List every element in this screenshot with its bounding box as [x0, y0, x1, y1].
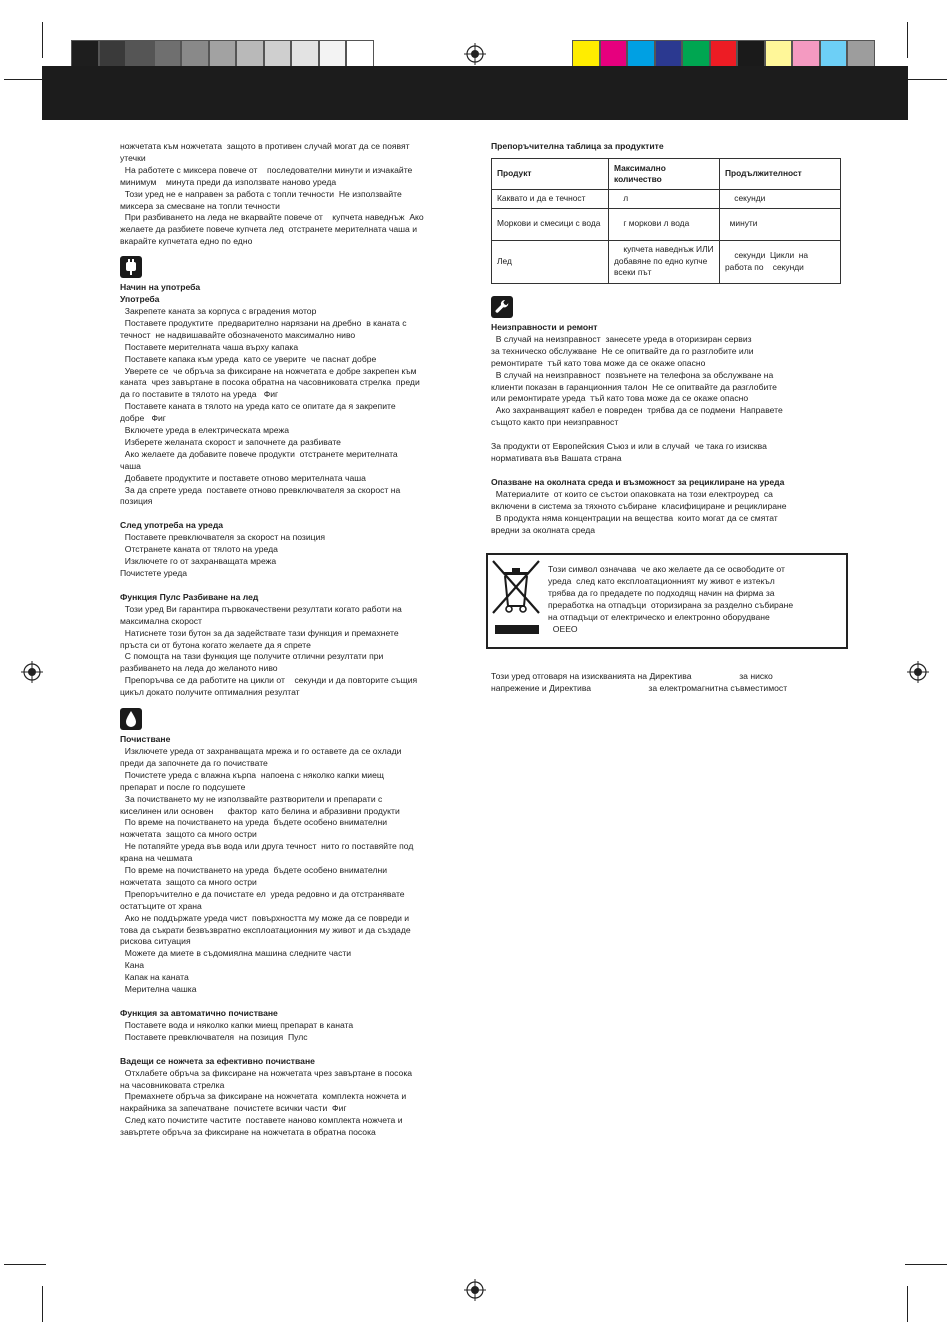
pulse-text — [120, 604, 475, 699]
text-line: По време на почистването на уреда бъдете особено внимателни — [120, 817, 388, 828]
text-line: В продукта няма концентрации на вещества които могат да се смятат — [491, 512, 778, 523]
text-line: Препоръчва се да работите на цикли от секунди и да повторите същия — [120, 675, 418, 686]
text-line: ОЕЕО — [548, 623, 578, 634]
registration-mark-icon — [464, 1279, 486, 1301]
text-line: Материалите от които се състои опаковката на този електроуред са — [491, 488, 773, 499]
text-line: уреда след като експлоатационният му живот е изтекъл — [548, 575, 775, 586]
table-row — [492, 208, 841, 240]
text-line: Кана — [120, 960, 145, 971]
registration-mark-icon — [21, 661, 43, 683]
text-line: преработка на отпадъци оторизирана за разделно събиране — [548, 599, 794, 610]
text-line: трябва да го предадете по подходящ начин на фирма за — [548, 587, 775, 598]
cleaning-text — [120, 746, 475, 996]
usage-text — [120, 306, 475, 508]
color-swatch — [71, 40, 99, 67]
text-line: Този символ означава че ако желаете да се освободите от — [548, 564, 785, 574]
header-band — [42, 66, 908, 120]
text-line: Поставете превключвателя за скорост на позиция — [120, 532, 326, 543]
table-cell: купчета наведнъж ИЛИ добавяне по едно купче всеки път — [609, 240, 720, 283]
after-use-text — [120, 532, 475, 580]
section-heading-usage: Начин на употреба — [120, 282, 201, 293]
text-line: Добавете продуктите и поставете отново мерителната чаша — [120, 472, 366, 483]
crop-mark — [905, 1264, 947, 1265]
crop-mark — [4, 79, 46, 80]
text-line: остатъците от храна — [120, 900, 202, 911]
table-cell: секунди — [720, 190, 841, 209]
products-table — [491, 158, 841, 284]
table-header-cell: Продукт — [492, 159, 609, 190]
text-line: При разбиването на леда не вкарвайте повече от купчета наведнъж Ако — [120, 212, 424, 223]
text-line: ремонтирате тъй като това може да се окаже опасно — [491, 357, 706, 368]
section-heading-environment: Опазване на околната среда и възможност за рециклиране на уреда — [491, 476, 785, 487]
section-heading-blades: Вадещи се ножчета за ефективно почистване — [120, 1055, 315, 1066]
color-swatch — [847, 40, 875, 67]
text-line: По време на почистването на уреда бъдете особено внимателни — [120, 865, 388, 876]
text-line: За почистването му не използвайте разтворители и препарати с — [120, 793, 383, 804]
text-line: Ако захранващият кабел е повреден трябва да се подмени Направете — [491, 405, 783, 416]
color-swatch — [737, 40, 765, 67]
text-line: Капак на каната — [120, 972, 189, 983]
text-line: Поставете превключвателя на позиция Пулс — [120, 1031, 308, 1042]
text-line: завъртете обръча за фиксиране на ножчетата в обратна посока — [120, 1127, 376, 1138]
text-line: на часовниковата стрелка — [120, 1079, 225, 1090]
crop-mark — [907, 1286, 908, 1322]
color-swatch — [209, 40, 237, 67]
text-line: същото както при неизправност — [491, 417, 619, 428]
registration-mark-icon — [464, 43, 486, 65]
text-line: цикъл докато получите оптималния резултат — [120, 687, 300, 698]
text-line: преди да започнете да го почиствате — [120, 757, 268, 768]
text-line: Поставете каната в тялото на уреда като се опитате да я закрепите — [120, 401, 396, 412]
section-heading-repair: Неизправности и ремонт — [491, 322, 598, 332]
wrench-icon — [491, 296, 513, 318]
text-line: Ако не поддържате уреда чист повърхността му може да се повреди и — [120, 912, 410, 923]
color-swatch — [710, 40, 738, 67]
table-title: Препоръчителна таблица за продуктите — [491, 141, 664, 151]
text-line: С помощта на тази функция ще получите отлични резултати при — [120, 651, 384, 662]
text-line: Включете уреда в електрическата мрежа — [120, 425, 289, 436]
text-line: желаете да разбиете повече купчета лед отстранете мерителната чаша и — [120, 224, 418, 235]
table-cell: л — [609, 190, 720, 209]
text-line: Почистете уреда с влажна кърпа напоена с няколко капки миещ — [120, 769, 384, 780]
color-swatch — [126, 40, 154, 67]
section-heading-pulse: Функция Пулс Разбиване на лед — [120, 591, 259, 602]
table-cell: г моркови л вода — [609, 208, 720, 240]
text-line: киселинен или основен фактор като белина и абразивни продукти — [120, 805, 400, 816]
text-line: Поставете вода и няколко капки миещ препарат в каната — [120, 1019, 354, 1030]
text-line: Изключете го от захранващата мрежа — [120, 556, 277, 567]
section-heading-after-use: След употреба на уреда — [120, 520, 224, 531]
color-swatch — [99, 40, 127, 67]
crop-mark — [4, 1264, 46, 1265]
text-line: Не потапяйте уреда във вода или друга течност нито го поставяйте под — [120, 841, 414, 852]
color-swatch — [765, 40, 793, 67]
text-line: каната чрез завъртане в посока обратна на часовниковата стрелка преди — [120, 377, 420, 388]
text-line: Мерителна чашка — [120, 984, 197, 995]
text-line: За да спрете уреда поставете отново превключвателя за скорост на — [120, 484, 401, 495]
section-heading-autoclean: Функция за автоматично почистване — [120, 1008, 278, 1018]
color-swatch — [572, 40, 600, 67]
table-cell: секунди Цикли на работа по секунди — [720, 240, 841, 283]
text-line: минимум минута преди да използвате наново уреда — [120, 176, 337, 187]
table-row — [492, 190, 841, 209]
text-line: Отстранете каната от тялото на уреда — [120, 544, 278, 555]
text-line: рискова ситуация — [120, 936, 191, 947]
text-line: За продукти от Европейския Съюз и или в случай че така го изисква — [491, 441, 767, 452]
text-line: Изберете желаната скорост и започнете да разбивате — [120, 436, 341, 447]
color-swatch — [319, 40, 347, 67]
text-line: крана на чешмата — [120, 853, 193, 864]
color-swatch — [346, 40, 374, 67]
table-cell: Каквато и да е течност — [492, 190, 609, 209]
crossed-bin-icon — [490, 558, 544, 638]
color-swatch — [154, 40, 182, 67]
color-swatch — [655, 40, 683, 67]
repair-text — [491, 334, 843, 429]
color-swatch — [236, 40, 264, 67]
table-header-cell: Продължителност — [720, 159, 841, 190]
text-line: ножчетата към ножчетата защото в противен случай могат да се появят — [120, 141, 410, 151]
text-line: Поставете мерителната чаша върху капака — [120, 341, 299, 352]
text-line: Препоръчително е да почистате ел уреда редовно и да отстранявате — [120, 888, 405, 899]
weee-notice-text — [548, 564, 840, 635]
color-swatch — [600, 40, 628, 67]
left-column — [120, 141, 475, 1139]
text-line: Този уред отговаря на изискванията на Директива за ниско — [491, 671, 773, 681]
text-line: Този уред не е направен за работа с топли течности Не използвайте — [120, 188, 402, 199]
autoclean-text — [120, 1020, 475, 1044]
text-line: максимална скорост — [120, 615, 202, 626]
blades-text — [120, 1068, 475, 1139]
water-drop-icon — [120, 708, 142, 730]
text-line: Премахнете обръча за фиксиране на ножчетата комплекта ножчета и — [120, 1091, 407, 1102]
text-line: ножчетата защото са много остри — [120, 829, 257, 840]
registration-mark-icon — [907, 661, 929, 683]
text-line: напрежение и Директива за електромагнитна съвместимост — [491, 682, 788, 693]
text-line: чаша — [120, 460, 141, 471]
table-cell: Моркови и смесици с вода — [492, 208, 609, 240]
eu-note-text — [491, 441, 843, 465]
crop-mark — [905, 79, 947, 80]
text-line: Ако желаете да добавите повече продукти отстранете мерителната — [120, 448, 398, 459]
text-line: или ремонтирате уреда тъй като това може да се окаже опасно — [491, 393, 749, 404]
text-line: вредни за околната среда — [491, 524, 596, 535]
text-line: В случай на неизправност позвънете на телефона за обслужване на — [491, 369, 774, 380]
text-line: Можете да миете в съдомиялна машина следните части — [120, 948, 352, 959]
text-line: Закрепете каната за корпуса с вградения мотор — [120, 305, 317, 316]
text-line: включени в система за тяхното събиране класифициране и рециклиране — [491, 500, 787, 511]
intro-text — [120, 141, 475, 248]
text-line: на отпадъци от електрическо и електронно оборудване — [548, 611, 770, 622]
text-line: Уверете се че обръча за фиксиране на ножчетата е добре закрепен към — [120, 365, 417, 376]
table-cell: минути — [720, 208, 841, 240]
color-swatch — [181, 40, 209, 67]
text-line: миксера за смесване на топли течности — [120, 200, 280, 211]
color-swatch — [682, 40, 710, 67]
environment-text — [491, 489, 843, 537]
crop-mark — [907, 22, 908, 58]
text-line: утечки — [120, 152, 146, 163]
text-line: В случай на неизправност занесете уреда в оторизиран сервиз — [491, 333, 752, 344]
text-line: На работете с миксера повече от последователни минути и изчакайте — [120, 164, 413, 175]
text-line: Поставете капака към уреда като се уверите че паснат добре — [120, 353, 377, 364]
text-line: разбиването на леда до желаното ниво — [120, 663, 278, 674]
color-swatch — [264, 40, 292, 67]
text-line: препарат и после го подсушете — [120, 781, 246, 792]
text-line: нормативата във Вашата страна — [491, 453, 622, 464]
text-line: накрайника за запечатване почистете всички части Фиг — [120, 1103, 347, 1114]
text-line: Този уред Ви гарантира първокачествени резултати когато работи на — [120, 603, 402, 614]
text-line: клиенти показан в гаранционния талон Не се опитвайте да разглобите — [491, 381, 777, 392]
table-header-cell: Максимално количество — [609, 159, 720, 190]
text-line: Изключете уреда от захранващата мрежа и го оставете да се охлади — [120, 745, 402, 756]
color-swatch — [291, 40, 319, 67]
color-swatch — [627, 40, 655, 67]
text-line: След като почистите частите поставете наново комплекта ножчета и — [120, 1115, 403, 1126]
crop-mark — [42, 1286, 43, 1322]
text-line: добре Фиг — [120, 413, 166, 424]
table-header-row — [492, 159, 841, 190]
text-line: да го поставите в тялото на уреда Фиг — [120, 389, 279, 400]
color-swatch — [820, 40, 848, 67]
text-line: Натиснете този бутон за да задействате тази функция и премахнете — [120, 627, 399, 638]
section-subheading-usage: Употреба — [120, 294, 160, 305]
section-heading-cleaning: Почистване — [120, 734, 171, 745]
table-cell: Лед — [492, 240, 609, 283]
table-row — [492, 240, 841, 283]
crop-mark — [42, 22, 43, 58]
text-line: вкарайте купчетата едно по едно — [120, 236, 253, 247]
text-line: Почистете уреда — [120, 568, 188, 578]
text-line: пръста си от бутона когато желаете да я спрете — [120, 639, 311, 650]
text-line: позиция — [120, 496, 153, 507]
text-line: за техническо обслужване Не се опитвайте да го разглобите или — [491, 345, 754, 356]
color-swatch — [792, 40, 820, 67]
plug-icon — [120, 256, 142, 278]
text-line: това да съкрати безвъзвратно експлоатационния му живот и да създаде — [120, 924, 411, 935]
text-line: Отхлабете обръча за фиксиране на ножчетата чрез завъртане в посока — [120, 1067, 413, 1078]
text-line: ножчетата защото са много остри — [120, 876, 257, 887]
text-line: Поставете продуктите предварително нарязани на дребно в каната с — [120, 317, 407, 328]
directive-text — [491, 671, 846, 695]
text-line: течност не надвишавайте обозначеното максимално ниво — [120, 329, 356, 340]
right-column — [491, 296, 843, 537]
